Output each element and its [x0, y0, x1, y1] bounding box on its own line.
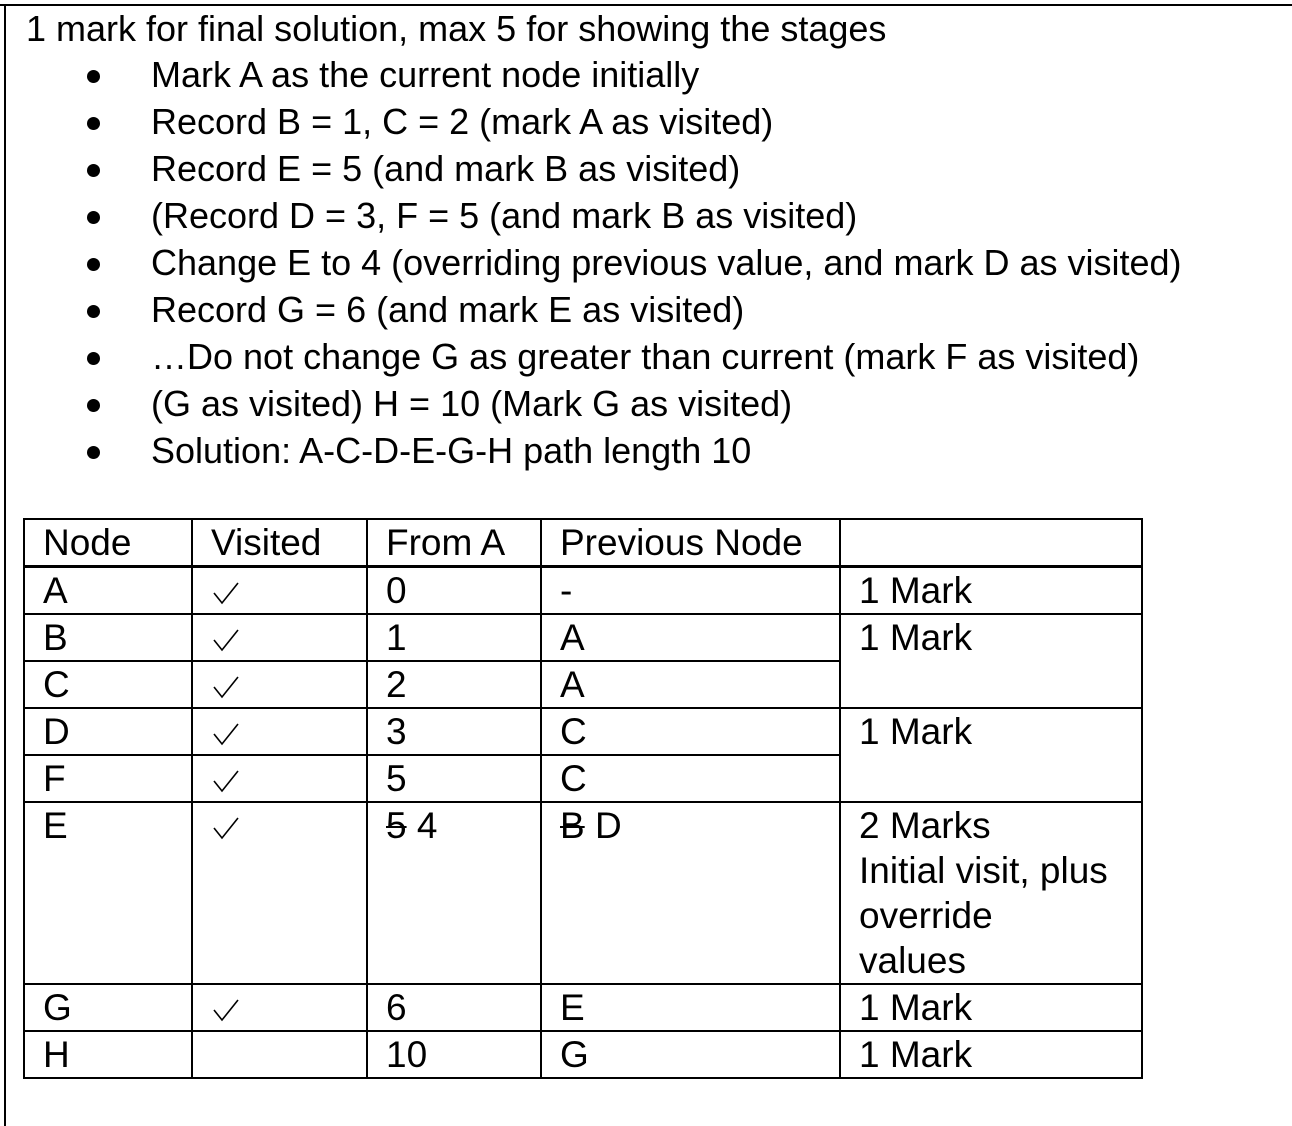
- override-value: 4: [416, 805, 438, 846]
- table-row: [24, 567, 1142, 615]
- bullet-icon: [87, 211, 100, 224]
- from-a-cell: [367, 802, 541, 984]
- header-marks: [840, 519, 1142, 567]
- override-previous: D: [594, 805, 622, 846]
- check-icon: [211, 715, 241, 745]
- from-a-cell: 5: [367, 755, 541, 802]
- stage-item: Record E = 5 (and mark B as visited): [0, 146, 1182, 193]
- marking-intro: 1 mark for final solution, max 5 for showing the stages: [26, 8, 887, 49]
- bullet-icon: [87, 352, 100, 365]
- check-icon: [211, 762, 241, 792]
- table-row: [24, 708, 1142, 755]
- node-cell: C: [24, 661, 192, 708]
- bullet-icon: [87, 399, 100, 412]
- stage-item: Solution: A-C-D-E-G-H path length 10: [0, 428, 1182, 475]
- previous-node-cell: A: [541, 661, 840, 708]
- node-cell: H: [24, 1031, 192, 1078]
- stage-item: (Record D = 3, F = 5 (and mark B as visited): [0, 193, 1182, 240]
- node-cell: G: [24, 984, 192, 1031]
- check-icon: [211, 809, 241, 839]
- marks-cell: 1 Mark: [840, 984, 1142, 1031]
- visited-cell: [192, 567, 367, 615]
- node-cell: A: [24, 567, 192, 615]
- visited-cell: [192, 755, 367, 802]
- marks-cell: 1 Mark: [840, 1031, 1142, 1078]
- stage-item: Change E to 4 (overriding previous value, and mark D as visited): [0, 240, 1182, 287]
- previous-node-cell: C: [541, 708, 840, 755]
- visited-cell: [192, 661, 367, 708]
- node-cell: E: [24, 802, 192, 984]
- marks-cell: 1 Mark: [840, 567, 1142, 615]
- visited-cell: [192, 802, 367, 984]
- header-previous-node: Previous Node: [541, 519, 840, 567]
- stage-item: …Do not change G as greater than current (mark F as visited): [0, 334, 1182, 381]
- marks-cell: [840, 802, 1142, 984]
- bullet-icon: [87, 305, 100, 318]
- bullet-icon: [87, 446, 100, 459]
- node-cell: B: [24, 614, 192, 661]
- stage-list: [0, 52, 1182, 475]
- marks-cell: 1 Mark: [840, 614, 1142, 708]
- node-cell: F: [24, 755, 192, 802]
- bullet-icon: [87, 117, 100, 130]
- check-icon: [211, 668, 241, 698]
- header-visited: Visited: [192, 519, 367, 567]
- bullet-icon: [87, 70, 100, 83]
- check-icon: [211, 574, 241, 604]
- visited-cell: [192, 614, 367, 661]
- check-icon: [211, 621, 241, 651]
- stage-item: Mark A as the current node initially: [0, 52, 1182, 99]
- table-header-row: [24, 519, 1142, 567]
- previous-node-cell: -: [541, 567, 840, 615]
- visited-cell: [192, 708, 367, 755]
- from-a-cell: 3: [367, 708, 541, 755]
- check-icon: [211, 991, 241, 1021]
- previous-node-cell: G: [541, 1031, 840, 1078]
- marks-cell: 1 Mark: [840, 708, 1142, 802]
- bullet-icon: [87, 164, 100, 177]
- visited-cell: [192, 1031, 367, 1078]
- table-row: [24, 1031, 1142, 1078]
- header-from-a: From A: [367, 519, 541, 567]
- bullet-icon: [87, 258, 100, 271]
- previous-node-cell: C: [541, 755, 840, 802]
- marks-note-line: Initial visit, plus: [859, 850, 1108, 891]
- from-a-cell: 6: [367, 984, 541, 1031]
- table-row: [24, 802, 1142, 984]
- table-row: [24, 984, 1142, 1031]
- marks-note-line: values: [859, 940, 966, 981]
- struck-value: 5: [386, 805, 407, 846]
- struck-previous: B: [560, 805, 585, 846]
- marks-note-line: override: [859, 895, 993, 936]
- stage-item: Record B = 1, C = 2 (mark A as visited): [0, 99, 1182, 146]
- previous-node-cell: E: [541, 984, 840, 1031]
- marks-value: 2 Marks: [859, 805, 991, 846]
- table-row: [24, 614, 1142, 661]
- visited-cell: [192, 984, 367, 1031]
- stage-item: (G as visited) H = 10 (Mark G as visited): [0, 381, 1182, 428]
- from-a-cell: 10: [367, 1031, 541, 1078]
- node-cell: D: [24, 708, 192, 755]
- from-a-cell: 1: [367, 614, 541, 661]
- dijkstra-table: [23, 518, 1143, 1079]
- header-node: Node: [24, 519, 192, 567]
- stage-item: Record G = 6 (and mark E as visited): [0, 287, 1182, 334]
- previous-node-cell: [541, 802, 840, 984]
- from-a-cell: 2: [367, 661, 541, 708]
- previous-node-cell: A: [541, 614, 840, 661]
- from-a-cell: 0: [367, 567, 541, 615]
